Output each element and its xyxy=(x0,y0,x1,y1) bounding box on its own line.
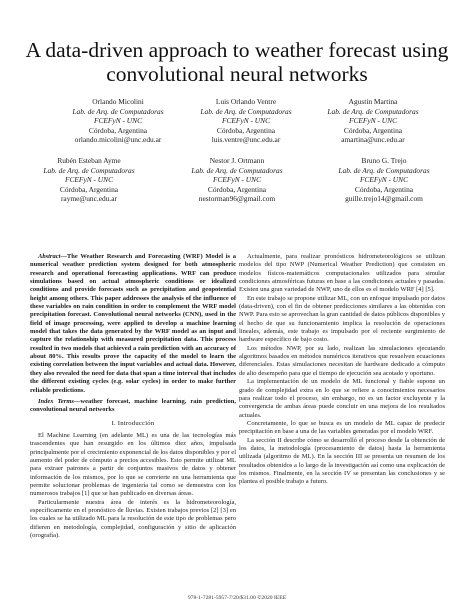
author-affiliation: Lab. de Arq. de Computadoras xyxy=(72,106,164,116)
author-department: FCEFyN - UNC xyxy=(212,175,262,185)
author-location: Córdoba, Argentina xyxy=(59,184,119,194)
author-block xyxy=(167,156,307,204)
author-department: FCEFyN - UNC xyxy=(64,175,114,185)
section-heading: I. Introducción xyxy=(111,419,155,427)
copyright-footer: 978-1-7281-5957-7/20/$31.00 ©2020 IEEE xyxy=(187,595,287,601)
author-affiliation: Lab. de Arq. de Computadoras xyxy=(191,165,283,175)
author-email[interactable]: guille.trejo14@gmail.com xyxy=(345,194,423,204)
author-department: FCEFyN - UNC xyxy=(93,116,143,126)
author-location: Córdoba, Argentina xyxy=(343,125,403,135)
author-affiliation: Lab. de Arq. de Computadoras xyxy=(338,165,430,175)
index-terms-label: Index Terms xyxy=(38,397,74,405)
body-paragraph: Concretamente, lo que se busca es un modelo de ML capaz de predecir precipitación en base a una de las variables generadas por el modelo WRF. xyxy=(239,419,445,436)
author-email[interactable]: luis.ventre@unc.edu.ar xyxy=(211,135,281,145)
author-name: Rubén Esteban Ayme xyxy=(57,156,121,165)
author-email[interactable]: amartina@unc.edu.ar xyxy=(341,135,405,145)
author-block xyxy=(303,97,443,145)
author-location: Córdoba, Argentina xyxy=(207,184,267,194)
paper-title: A data-driven approach to weather forecast using convolutional neural networks xyxy=(25,38,449,86)
author-location: Córdoba, Argentina xyxy=(354,184,414,194)
body-paragraph: Los métodos NWP, por su lado, realizan las simulaciones ejecutando algoritmos basados en métodos numéricos iterativos que resuelven ecuaciones diferenciales. Estas simulaciones necesitan de hardware dedicado a cómputo de alto desempeño para que el tiempo de ejecución sea acotado y oportuno. xyxy=(239,344,445,377)
author-name: Luis Orlando Ventre xyxy=(215,97,277,106)
body-paragraph: La implementación de un modelo de ML funcional y fiable supone un grado de complejidad extra en lo que se refiere a conocimientos necesarios para realizar todo el proceso, sin embargo, no es un factor excluyente y la convergencia de ambas áreas puede concluir en una mejora de los resultados actuales. xyxy=(239,378,445,419)
body-paragraph: Particularmente nuestra área de interés es la hidrometeorología, específicamente en el pronóstico de lluvias. Existen trabajos previos [2] [3] en los cuales se ha utilizado ML para la resolución de este tipo de problemas pero difieren en metodología, complejidad, configuración y sitio de aplicación (orografía). xyxy=(30,498,236,539)
author-block xyxy=(48,97,188,145)
body-paragraph: El Machine Learning (en adelante ML) es una de las tecnologías más trascendentes que han resurgido en los últimos diez años, impulsada principalmente por el crecimiento exponencial de los datos disponibles y por el aumento del poder de cómputo a precios accesibles. Esto permite utilizar ML para extraer patrones a partir de conjuntos masivos de datos y obtener información de los mismos, por lo que se convierte en una herramienta que permite solucionar problemas de ingeniería tal como se demuestra con los numerosos trabajos [1] que se han publicado en diversas áreas. xyxy=(30,431,236,498)
author-department: FCEFyN - UNC xyxy=(348,116,398,126)
author-block xyxy=(19,156,159,204)
author-department: FCEFyN - UNC xyxy=(359,175,409,185)
author-affiliation: Lab. de Arq. de Computadoras xyxy=(200,106,292,116)
author-name: Nestor J. Ortmann xyxy=(209,156,265,165)
author-affiliation: Lab. de Arq. de Computadoras xyxy=(327,106,419,116)
index-terms-text: —weather forecast, machine learning, rain prediction, convolutional neural networks xyxy=(30,397,236,414)
author-name: Agustin Martina xyxy=(348,97,398,106)
author-email[interactable]: nestorman96@gmail.com xyxy=(198,194,276,204)
author-department: FCEFyN - UNC xyxy=(221,116,271,126)
author-affiliation: Lab. de Arq. de Computadoras xyxy=(43,165,135,175)
author-name: Orlando Micolini xyxy=(92,97,144,106)
author-location: Córdoba, Argentina xyxy=(88,125,148,135)
abstract-label: Abstract xyxy=(38,253,61,260)
body-paragraph: En este trabajo se propone utilizar ML, con un enfoque impulsado por datos (data-driven), con el fin de obtener predicciones similares a las obtenidas con NWP. Para esto se aprovechan la gran cantidad de datos públicos disponibles y el hecho de que su funcionamiento implica la resolución de operaciones lineales, además, este trabajo es impulsado por el reciente surgimiento de hardware específico de bajo costo. xyxy=(239,294,445,344)
author-location: Córdoba, Argentina xyxy=(216,125,276,135)
author-email[interactable]: orlando.micolini@unc.edu.ar xyxy=(74,135,162,145)
author-name: Bruno G. Trejo xyxy=(361,156,407,165)
author-email[interactable]: rayme@unc.edu.ar xyxy=(60,194,118,204)
abstract-text: —The Weather Research and Forecasting (WRF) Model is a numerical weather prediction system designed for both atmospheric research and operational forecasting applications. WRF can produce simulations based on actual atmospheric conditions or idealized conditions and provide forecasts such as precipitation and geopotential height among others. This paper addresses the analysis of the influence of these variables on rain condition in order to complement the WRF model precipitation forecast. Convolutional neural networks (CNN), used in the field of image processing, were applied to develop a machine learning model that takes the data generated by the WRF model as an input and capture the relationship with measured precipitation data. This process resulted in two models that achieved a rain prediction with an accuracy of about 80%. This results prove the capacity of the model to learn the existing correlation between the input variables and actual data. However, they also revealed the need for data that span a time interval that includes the different existing cycles (e.g. solar cycles) in order to make further reliable predictions. xyxy=(30,253,236,394)
body-paragraph: Actualmente, para realizar pronósticos hidrometeorológicos se utilizan modelos del tipo NWP (Numerical Weather Prediction) que consisten en modelos físicos-matemáticos computacionales utilizados para simular condiciones atmosféricas futuras en base a las condiciones actuales y pasadas. Existen una gran variedad de NWP, uno de ellos es el modelo WRF [4] [5]. xyxy=(239,253,445,294)
abstract xyxy=(30,253,236,395)
author-block xyxy=(314,156,454,204)
body-paragraph: La sección II describe cómo se desarrolló el proceso desde la obtención de los datos, la metodología (procesamiento de datos) hasta la herramienta utilizada (algoritmo de ML). En la sección III se presenta un resumen de los resultados obtenidos a lo largo de la investigación así como una explicación de los mismos. Finalmente, en la sección IV se presentan las conclusiones y se plantea el posible trabajo a futuro. xyxy=(239,436,445,486)
left-column xyxy=(30,253,236,540)
right-column xyxy=(239,253,445,487)
author-block xyxy=(176,97,316,145)
index-terms xyxy=(30,398,236,415)
